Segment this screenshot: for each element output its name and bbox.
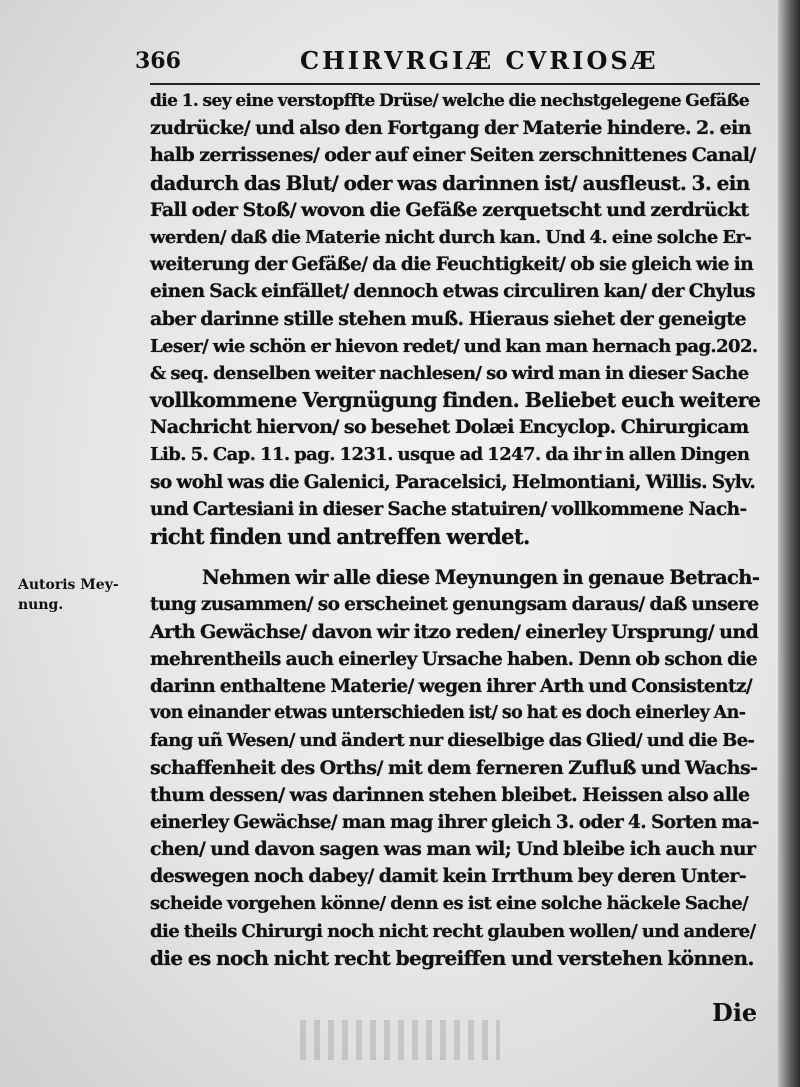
running-title: CHIRVRGIÆ CVRIOSÆ <box>300 46 659 75</box>
text-line: aber darinne stille stehen muß. Hieraus siehet der geneigte <box>150 307 747 330</box>
text-line: vollkommene Vergnügung finden. Beliebet euch weitere <box>150 388 761 413</box>
text-line: die 1. sey eine verstopffte Drüse/ welche die nechstgelegene Gefäße <box>150 91 750 111</box>
text-line: deswegen noch dabey/ damit kein Irrthum bey deren Unter- <box>150 865 747 888</box>
page-gutter-shadow <box>778 0 800 1087</box>
text-line: von einander etwas unterschieden ist/ so hat es doch einerley An- <box>150 703 746 724</box>
text-line: einen Sack einfället/ dennoch etwas circuliren kan/ der Chylus <box>150 281 755 303</box>
catchword: Die <box>712 998 758 1027</box>
text-line: werden/ daß die Materie nicht durch kan. Und 4. eine solche Er- <box>150 226 752 248</box>
page-header <box>135 44 775 84</box>
paragraph-2 <box>150 564 762 972</box>
text-line: scheide vorgehen könne/ denn es ist eine solche häckele Sache/ <box>150 893 749 915</box>
paragraph-1 <box>150 88 762 550</box>
header-rule <box>150 83 760 85</box>
text-line: chen/ und davon sagen was man wil; Und bleibe ich auch nur <box>150 838 756 861</box>
text-line: zudrücke/ und also den Fortgang der Materie hindere. 2. ein <box>150 117 752 140</box>
marginal-note <box>18 575 148 615</box>
text-line: tung zusammen/ so erscheinet genungsam daraus/ daß unsere <box>150 594 759 616</box>
text-line: halb zerrissenes/ oder auf einer Seiten zerschnittenes Canal/ <box>150 144 756 167</box>
text-line: Fall oder Stoß/ wovon die Gefäße zerquetscht und zerdrückt <box>150 198 749 221</box>
page-number: 366 <box>135 48 181 74</box>
text-line: und Cartesiani in dieser Sache statuiren/ vollkommene Nach- <box>150 498 747 520</box>
text-line: & seq. denselben weiter nachlesen/ so wird man in dieser Sache <box>150 362 749 384</box>
text-line: Lib. 5. Cap. 11. pag. 1231. usque ad 1247. da ihr in allen Dingen <box>150 444 750 466</box>
text-line: die es noch nicht recht begreiffen und verstehen können. <box>150 945 754 970</box>
text-line: Nehmen wir alle diese Meynungen in genaue Betrach- <box>202 566 760 590</box>
text-line: Leser/ wie schön er hievon redet/ und kan man hernach pag.202. <box>150 335 758 357</box>
text-line: richt finden und antreffen werdet. <box>150 524 530 549</box>
text-line: Arth Gewächse/ davon wir itzo reden/ einerley Ursprung/ und <box>150 620 759 643</box>
text-line: Nachricht hiervon/ so besehet Dolæi Encyclop. Chirurgicam <box>150 416 749 439</box>
marginal-note-line: Autoris Mey- <box>18 577 119 593</box>
text-line: mehrentheils auch einerley Ursache haben. Denn ob schon die <box>150 648 758 670</box>
text-line: thum dessen/ was darinnen stehen bleibet. Heissen also alle <box>150 783 750 806</box>
text-line: die theils Chirurgi noch nicht recht glauben wollen/ und andere/ <box>150 920 756 942</box>
marginal-note-line: nung. <box>18 597 64 613</box>
paragraph-gap <box>150 550 762 564</box>
show-through-ink <box>300 1020 500 1060</box>
body-text <box>150 88 762 972</box>
text-line: darinn enthaltene Materie/ wegen ihrer Arth und Consistentz/ <box>150 675 753 697</box>
text-line: einerley Gewächse/ man mag ihrer gleich 3. oder 4. Sorten ma- <box>150 811 759 833</box>
text-line: dadurch das Blut/ oder was darinnen ist/ ausfleust. 3. ein <box>150 170 750 195</box>
text-line: fang uñ Wesen/ und ändert nur dieselbige das Glied/ und die Be- <box>150 730 755 752</box>
text-line: schaffenheit des Orths/ mit dem ferneren Zufluß und Wachs- <box>150 756 758 779</box>
text-line: weiterung der Gefäße/ da die Feuchtigkeit/ ob sie gleich wie in <box>150 254 754 276</box>
text-line: so wohl was die Galenici, Paracelsici, Helmontiani, Willis. Sylv. <box>150 471 756 493</box>
